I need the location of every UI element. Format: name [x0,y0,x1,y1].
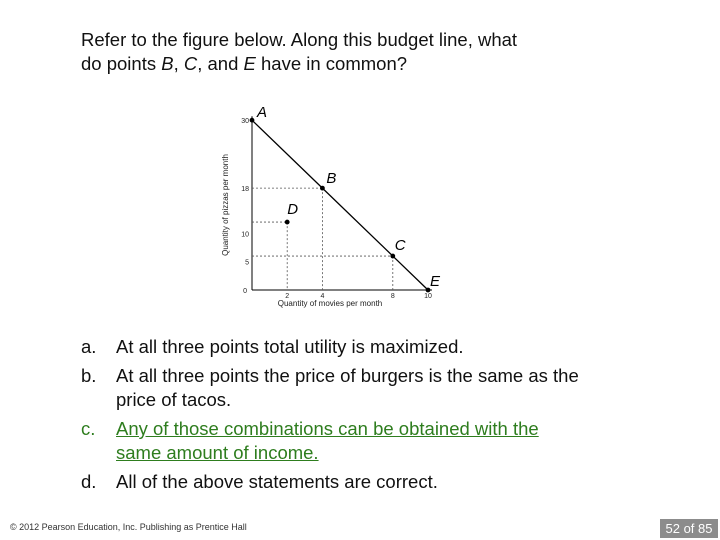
question-sep-2: , and [197,53,244,74]
question-text [81,28,601,76]
page-number-badge: 52 of 85 [660,519,718,538]
answer-option-d [81,470,581,494]
point-a [250,118,255,123]
y-tick-label: 5 [245,259,249,267]
point-label-e: E [430,273,441,290]
y-tick-label: 18 [241,186,249,194]
y-axis-title: Quantity of pizzas per month [221,154,230,256]
point-b [320,186,325,191]
answer-text: Any of those combinations can be obtained with the same amount of income. [116,418,539,463]
y-tick-label: 30 [241,118,249,126]
answer-letter: d. [81,471,97,492]
point-d [285,220,290,225]
budget-line [252,120,428,290]
answer-text: At all three points the price of burgers is the same as the price of tacos. [116,365,579,410]
point-label-c: C [394,237,406,255]
question-line-2-end: have in common? [255,53,408,74]
x-tick-label: 10 [424,293,432,300]
point-c-ref: C [183,53,198,74]
question-line-2-start: do points [81,53,162,74]
answer-letter: a. [81,336,97,357]
answer-option-a [81,335,581,359]
budget-line-chart [218,100,458,310]
answer-option-c [81,417,581,465]
point-e-ref: E [243,53,256,74]
point-label-a: A [257,104,268,122]
copyright-footer: © 2012 Pearson Education, Inc. Publishing as Prentice Hall [10,522,247,532]
answer-letter: c. [81,418,96,439]
question-line-2 [81,52,601,76]
x-tick-label: 2 [285,293,290,300]
y-tick-label: 10 [241,231,249,239]
point-c [390,254,395,259]
x-tick-label: 8 [390,293,395,300]
answer-option-b [81,364,581,412]
answer-text: At all three points total utility is maximized. [116,336,464,357]
point-label-b: B [326,170,337,188]
question-sep-1: , [173,53,184,74]
point-b-ref: B [161,53,174,74]
answer-list [81,335,581,499]
point-label-d: D [287,201,299,219]
origin-label: 0 [243,288,247,295]
answer-letter: b. [81,365,97,386]
x-axis-title: Quantity of movies per month [277,299,383,308]
answer-text: All of the above statements are correct. [116,471,438,492]
question-line-1: Refer to the figure below. Along this budget line, what [81,29,518,50]
budget-line-figure [218,100,458,315]
x-tick-label: 4 [320,293,325,300]
